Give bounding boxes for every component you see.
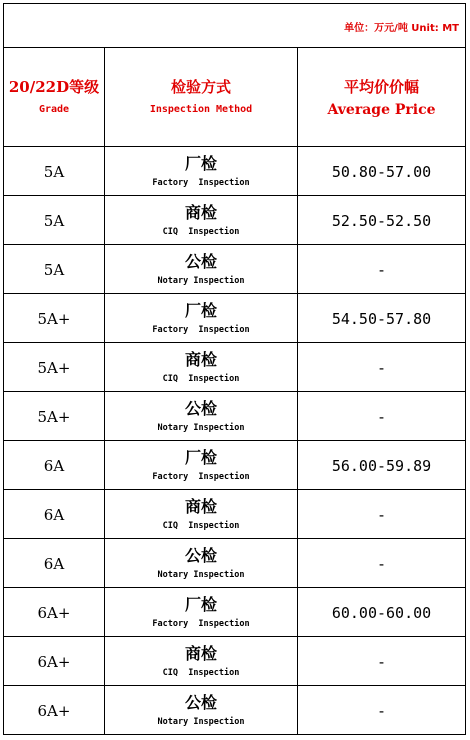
grade-value: 6A+	[37, 603, 71, 622]
method-en: CIQ Inspection	[162, 226, 240, 237]
price-value: 56.00-59.89	[331, 456, 432, 475]
unit-cell	[4, 4, 466, 48]
method-cell	[105, 392, 298, 441]
price-cell	[298, 588, 466, 637]
table-row	[4, 245, 466, 294]
method-cn: 商检	[184, 496, 217, 516]
price-value: -	[376, 505, 387, 524]
header-grade	[4, 48, 105, 147]
price-value: 54.50-57.80	[331, 309, 432, 328]
price-value: 50.80-57.00	[331, 162, 432, 181]
price-table	[3, 3, 466, 735]
grade-value: 5A+	[37, 358, 71, 377]
price-cell	[298, 196, 466, 245]
price-value: -	[376, 407, 387, 426]
method-cell	[105, 343, 298, 392]
header-price-cn: 平均价价幅	[344, 77, 420, 96]
method-en: Factory Inspection	[152, 177, 250, 188]
table-row	[4, 196, 466, 245]
grade-cell	[4, 637, 105, 686]
table-row	[4, 147, 466, 196]
price-cell	[298, 343, 466, 392]
table-row	[4, 686, 466, 735]
table-row	[4, 294, 466, 343]
price-value: -	[376, 554, 387, 573]
grade-cell	[4, 196, 105, 245]
method-cell	[105, 147, 298, 196]
method-cn: 厂检	[184, 153, 217, 173]
header-price	[298, 48, 466, 147]
price-value: -	[376, 260, 387, 279]
method-cell	[105, 196, 298, 245]
price-cell	[298, 490, 466, 539]
price-cell	[298, 539, 466, 588]
unit-label: 单位：万元/吨 Unit: MT	[344, 23, 460, 34]
method-cn: 商检	[184, 202, 217, 222]
header-row	[4, 48, 466, 147]
price-value: 52.50-52.50	[331, 211, 432, 230]
method-en: CIQ Inspection	[162, 667, 240, 678]
price-value: -	[376, 652, 387, 671]
table-row	[4, 637, 466, 686]
grade-value: 5A+	[37, 309, 71, 328]
method-cell	[105, 245, 298, 294]
grade-cell	[4, 539, 105, 588]
header-price-en: Average Price	[327, 101, 436, 118]
method-cell	[105, 441, 298, 490]
method-cn: 公检	[184, 545, 217, 565]
method-cn: 厂检	[184, 594, 217, 614]
grade-value: 5A	[43, 162, 65, 181]
price-table-sheet	[3, 3, 465, 735]
unit-row	[4, 4, 466, 48]
price-cell	[298, 392, 466, 441]
method-cn: 商检	[184, 349, 217, 369]
grade-cell	[4, 686, 105, 735]
grade-cell	[4, 343, 105, 392]
header-method-cn: 检验方式	[170, 77, 231, 96]
method-cell	[105, 637, 298, 686]
method-cell	[105, 539, 298, 588]
price-cell	[298, 637, 466, 686]
table-row	[4, 490, 466, 539]
price-cell	[298, 147, 466, 196]
table-row	[4, 392, 466, 441]
method-en: Notary Inspection	[157, 716, 245, 727]
header-method	[105, 48, 298, 147]
grade-value: 6A+	[37, 701, 71, 720]
price-cell	[298, 686, 466, 735]
grade-cell	[4, 294, 105, 343]
method-cn: 厂检	[184, 447, 217, 467]
method-cell	[105, 294, 298, 343]
table-row	[4, 539, 466, 588]
grade-value: 6A	[43, 505, 65, 524]
method-cn: 商检	[184, 643, 217, 663]
price-value: -	[376, 701, 387, 720]
method-cn: 厂检	[184, 300, 217, 320]
table-row	[4, 588, 466, 637]
header-grade-en: Grade	[38, 103, 70, 115]
grade-value: 6A+	[37, 652, 71, 671]
method-cn: 公检	[184, 692, 217, 712]
grade-cell	[4, 490, 105, 539]
grade-cell	[4, 392, 105, 441]
table-row	[4, 441, 466, 490]
method-en: CIQ Inspection	[162, 373, 240, 384]
header-method-en: Inspection Method	[149, 103, 253, 115]
method-en: Factory Inspection	[152, 618, 250, 629]
method-cn: 公检	[184, 398, 217, 418]
method-en: Notary Inspection	[157, 569, 245, 580]
method-cell	[105, 686, 298, 735]
method-cn: 公检	[184, 251, 217, 271]
method-en: Factory Inspection	[152, 471, 250, 482]
price-value: -	[376, 358, 387, 377]
grade-cell	[4, 147, 105, 196]
price-cell	[298, 294, 466, 343]
grade-value: 5A	[43, 211, 65, 230]
method-en: Notary Inspection	[157, 275, 245, 286]
method-cell	[105, 588, 298, 637]
grade-cell	[4, 441, 105, 490]
table-row	[4, 343, 466, 392]
method-en: Notary Inspection	[157, 422, 245, 433]
grade-cell	[4, 245, 105, 294]
grade-cell	[4, 588, 105, 637]
method-en: CIQ Inspection	[162, 520, 240, 531]
method-en: Factory Inspection	[152, 324, 250, 335]
grade-value: 5A+	[37, 407, 71, 426]
grade-value: 6A	[43, 554, 65, 573]
price-cell	[298, 245, 466, 294]
grade-value: 6A	[43, 456, 65, 475]
header-grade-cn: 20/22D等级	[8, 77, 100, 96]
grade-value: 5A	[43, 260, 65, 279]
method-cell	[105, 490, 298, 539]
price-cell	[298, 441, 466, 490]
price-value: 60.00-60.00	[331, 603, 432, 622]
